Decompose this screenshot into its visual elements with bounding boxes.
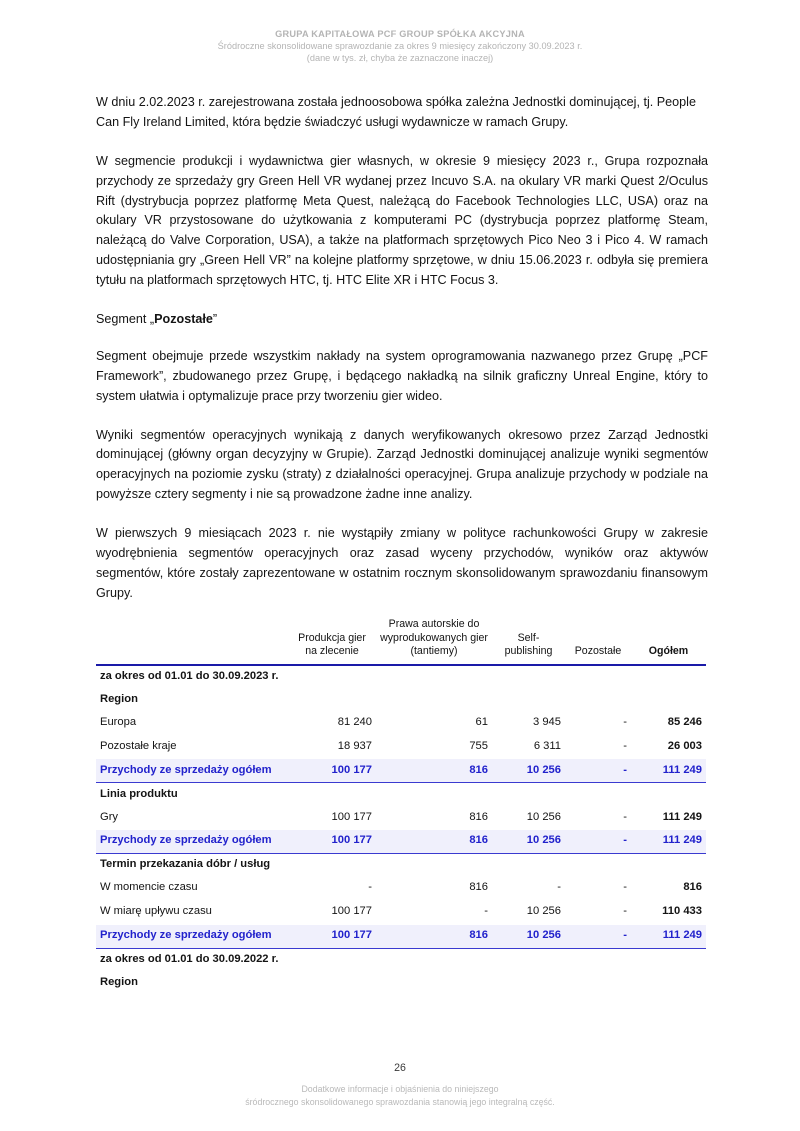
cell-ogolem: 111 249: [631, 806, 706, 829]
cell-self-publishing: 10 256: [492, 924, 565, 948]
cell-produkcja: 100 177: [288, 759, 376, 783]
column-header-produkcja: Produkcja gier na zlecenie: [288, 618, 376, 665]
table-section-row: [96, 783, 706, 806]
column-header-ogolem: Ogółem: [631, 618, 706, 665]
row-label: Gry: [96, 806, 288, 829]
cell-produkcja: 18 937: [288, 735, 376, 759]
document-body: [96, 93, 708, 623]
cell-prawa-autorskie: 816: [376, 829, 492, 853]
cell-produkcja: 100 177: [288, 900, 376, 924]
cell-self-publishing: 10 256: [492, 829, 565, 853]
paragraph-subsidiary-registration: W dniu 2.02.2023 r. zarejestrowana została jednoosobowa spółka zależna Jednostki dominującej, tj. People Can Fly Ireland Limited, która będzie świadczyć usługi wydawnicze w ramach Grupy.: [96, 95, 696, 129]
cell-produkcja: 100 177: [288, 924, 376, 948]
cell-self-publishing: 10 256: [492, 759, 565, 783]
cell-produkcja: 100 177: [288, 829, 376, 853]
cell-ogolem: 110 433: [631, 900, 706, 924]
table-section-row: [96, 853, 706, 876]
table-row: [96, 900, 706, 924]
section-row-label: Region: [100, 693, 138, 706]
cell-self-publishing: 6 311: [492, 735, 565, 759]
segment-heading-prefix: Segment „: [96, 312, 155, 327]
table-section-row: [96, 689, 706, 712]
document-footer: [0, 1083, 800, 1109]
paragraph-own-games-segment: W segmencie produkcji i wydawnictwa gier własnych, w okresie 9 miesięcy 2023 r., Grupa rozpoznała przychody ze sprzedaży gry Green Hell VR wydanej przez Incuvo S.A. na okulary VR marki Quest 2/Oculus Rift (dystrybucja poprzez platformę Meta Quest, należącą do Facebook Technologies LLC, USA) oraz na okulary VR przystosowane do użytkowania z komputerami PC (dystrybucja poprzez platformę Steam, należącą do Valve Corporation, USA), a także na platformach sprzętowych Pico Neo 3 i Pico 4. W ramach udostępniania gry „Green Hell VR” na kolejne platformy sprzętowe, w dniu 15.06.2023 r. odbyła się premiera tytułu na platformach sprzętowych HTC, tj. HTC Elite XR i HTC Focus 3.: [96, 153, 708, 288]
row-label: Przychody ze sprzedaży ogółem: [96, 829, 288, 853]
cell-prawa-autorskie: 816: [376, 806, 492, 829]
table-body: [96, 665, 706, 995]
cell-prawa-autorskie: 816: [376, 877, 492, 900]
paragraph-pcf-framework: Segment obejmuje przede wszystkim nakłady na system oprogramowania nazwanego przez Grupę „PCF Framework”, zbudowanego przez Grupę, i będącego nakładką na silnik graficzny Unreal Engine, który to system ułatwia i optymalizuje prace przy tworzeniu gier wideo.: [96, 348, 708, 403]
table-section-row: [96, 665, 706, 689]
header-company-name: GRUPA KAPITAŁOWA PCF GROUP SPÓŁKA AKCYJNA: [275, 29, 525, 39]
cell-self-publishing: 10 256: [492, 806, 565, 829]
row-label: W miarę upływu czasu: [96, 900, 288, 924]
cell-produkcja: 100 177: [288, 806, 376, 829]
cell-ogolem: 26 003: [631, 735, 706, 759]
cell-ogolem: 111 249: [631, 829, 706, 853]
section-row-label: za okres od 01.01 do 30.09.2022 r.: [100, 953, 279, 966]
table-row: [96, 711, 706, 734]
section-row-label: Linia produktu: [100, 787, 178, 800]
table-row: [96, 877, 706, 900]
cell-pozostale: -: [565, 759, 631, 783]
cell-prawa-autorskie: 755: [376, 735, 492, 759]
segment-heading-suffix: ”: [212, 312, 218, 327]
cell-prawa-autorskie: -: [376, 900, 492, 924]
cell-self-publishing: 10 256: [492, 900, 565, 924]
cell-pozostale: -: [565, 735, 631, 759]
cell-produkcja: 81 240: [288, 711, 376, 734]
row-label: Pozostałe kraje: [96, 735, 288, 759]
cell-ogolem: 111 249: [631, 759, 706, 783]
footer-note-line-1: Dodatkowe informacje i objaśnienia do niniejszego: [301, 1084, 499, 1094]
cell-self-publishing: -: [492, 877, 565, 900]
cell-pozostale: -: [565, 711, 631, 734]
paragraph-accounting-policy-unchanged: W pierwszych 9 miesiącach 2023 r. nie wystąpiły zmiany w polityce rachunkowości Grupy w zakresie wyodrębnienia segmentów operacyjnych oraz zasad wyceny przychodów, wyników oraz aktywów segmentów, które zostały zaprezentowane w ostatnim rocznym skonsolidowanym sprawozdaniu finansowym Grupy.: [96, 526, 708, 600]
row-label: Europa: [96, 711, 288, 734]
header-units-note: (dane w tys. zł, chyba że zaznaczone inaczej): [306, 53, 494, 64]
cell-pozostale: -: [565, 806, 631, 829]
page-number: 26: [394, 1062, 406, 1074]
column-header-prawa-autorskie: Prawa autorskie do wyprodukowanych gier (tantiemy): [376, 618, 492, 665]
document-header: [0, 28, 800, 64]
table-total-row: [96, 829, 706, 853]
header-report-title: Śródroczne skonsolidowane sprawozdanie za okres 9 miesięcy zakończony 30.09.2023 r.: [217, 41, 583, 52]
segment-revenue-table-container: [96, 618, 706, 994]
cell-produkcja: -: [288, 877, 376, 900]
table-row: [96, 735, 706, 759]
table-total-row: [96, 759, 706, 783]
cell-ogolem: 111 249: [631, 924, 706, 948]
section-row-label: za okres od 01.01 do 30.09.2023 r.: [100, 670, 279, 683]
segment-revenue-table: [96, 618, 706, 994]
table-total-row: [96, 924, 706, 948]
cell-prawa-autorskie: 61: [376, 711, 492, 734]
cell-pozostale: -: [565, 877, 631, 900]
table-section-row: [96, 948, 706, 971]
segment-heading-name: Pozostałe: [154, 312, 213, 327]
column-header-label: [96, 618, 288, 665]
section-row-label: Region: [100, 975, 138, 988]
table-header: [96, 618, 706, 665]
heading-segment-pozostale: [96, 310, 708, 330]
cell-ogolem: 816: [631, 877, 706, 900]
cell-self-publishing: 3 945: [492, 711, 565, 734]
table-row: [96, 806, 706, 829]
column-header-pozostale: Pozostałe: [565, 618, 631, 665]
cell-pozostale: -: [565, 900, 631, 924]
section-row-label: Termin przekazania dóbr / usług: [100, 858, 271, 871]
cell-ogolem: 85 246: [631, 711, 706, 734]
cell-pozostale: -: [565, 829, 631, 853]
row-label: W momencie czasu: [96, 877, 288, 900]
footer-note-line-2: śródrocznego skonsolidowanego sprawozdania stanowią jego integralną część.: [245, 1096, 555, 1107]
paragraph-operating-segments-results: Wyniki segmentów operacyjnych wynikają z danych weryfikowanych okresowo przez Zarząd Jednostki dominującej (główny organ decyzyjny w Grupie). Zarząd Jednostki dominującej analizuje wyniki segmentów operacyjnych na poziomie zysku (straty) z działalności operacyjnej. Grupa analizuje przychody w podziale na powyższe cztery segmenty i nie są prowadzone żadne inne analizy.: [96, 427, 708, 502]
row-label: Przychody ze sprzedaży ogółem: [96, 759, 288, 783]
row-label: Przychody ze sprzedaży ogółem: [96, 924, 288, 948]
cell-pozostale: -: [565, 924, 631, 948]
cell-prawa-autorskie: 816: [376, 924, 492, 948]
column-header-self-publishing: Self-publishing: [492, 618, 565, 665]
cell-prawa-autorskie: 816: [376, 759, 492, 783]
table-section-row: [96, 971, 706, 994]
table-header-row: [96, 618, 706, 665]
